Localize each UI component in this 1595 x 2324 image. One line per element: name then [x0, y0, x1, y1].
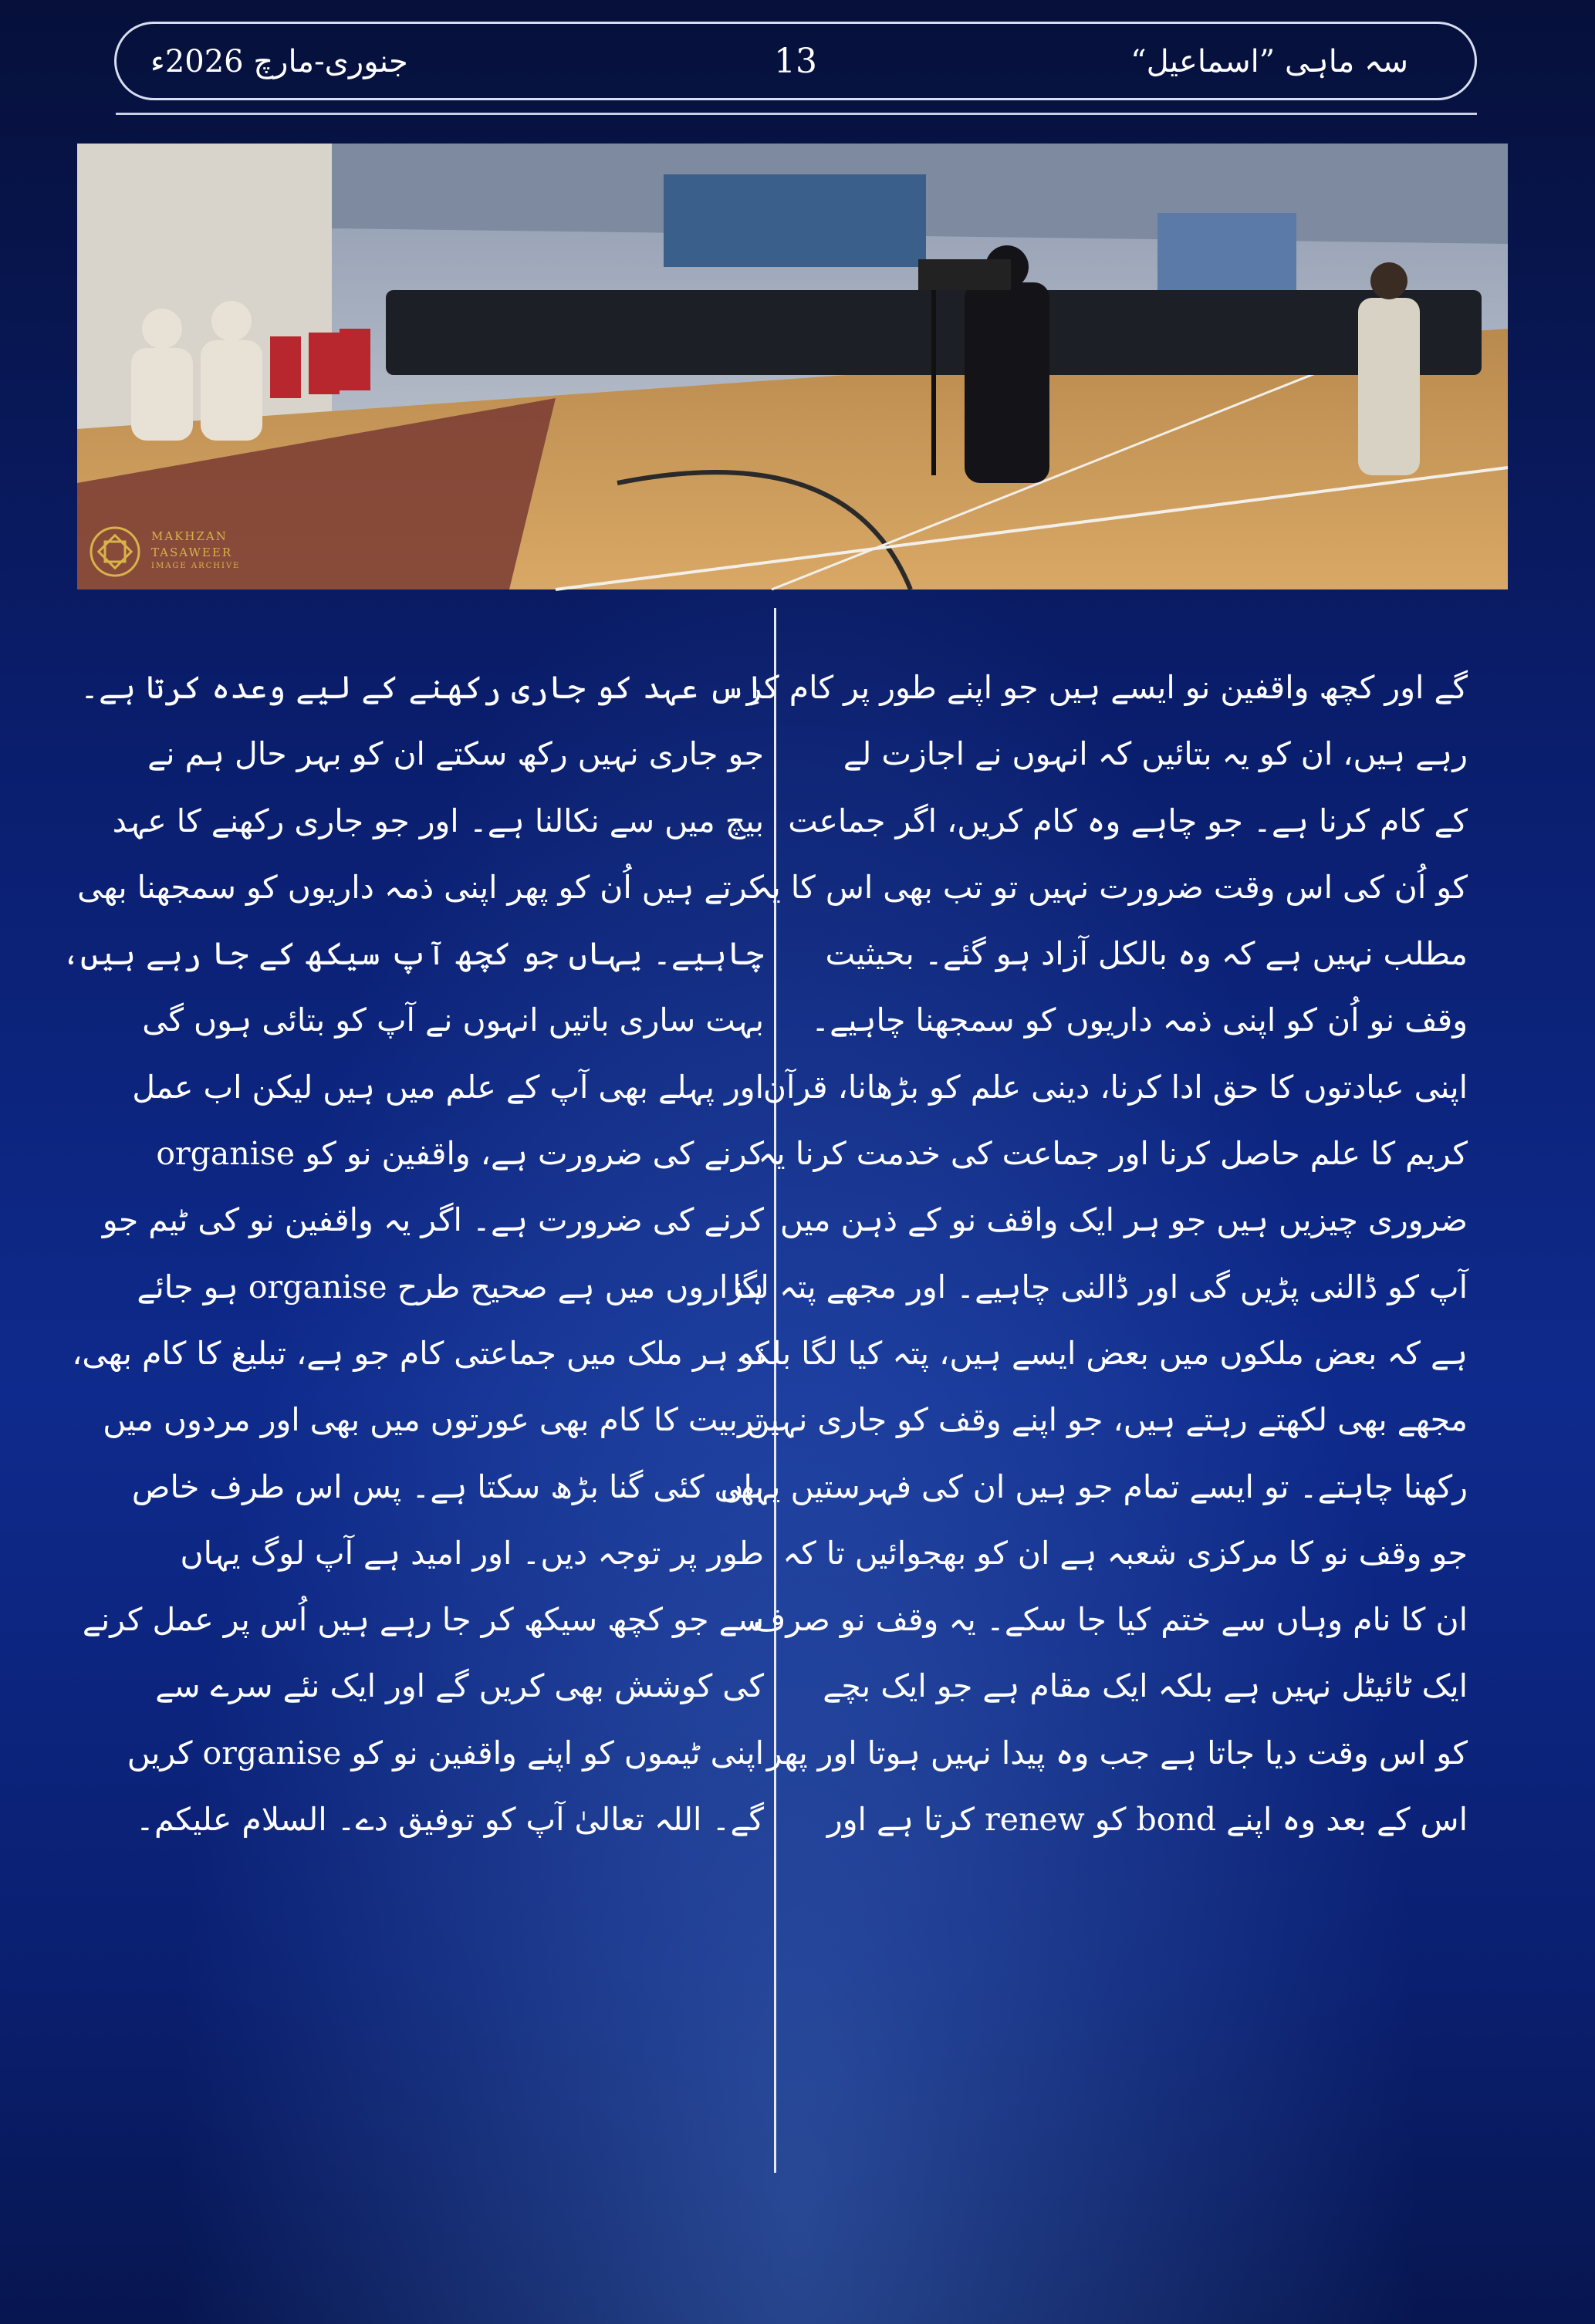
- text-line: تربیت کا کام بھی عورتوں میں بھی اور مردوں میں: [103, 1401, 764, 1439]
- text-line: اپنی عبادتوں کا حق ادا کرنا، دینی علم کو بڑھانا، قرآن: [762, 1068, 1468, 1106]
- page-header: [114, 22, 1477, 100]
- text-line: ہزاروں میں ہے صحیح طرح organise ہو جائے: [137, 1268, 764, 1306]
- text-line: اپنی ٹیموں کو اپنے واقفین نو کو organise کریں: [127, 1734, 764, 1772]
- text-line: مطلب نہیں ہے کہ وہ بالکل آزاد ہو گئے۔ بحیثیت: [825, 935, 1468, 973]
- text-line: سے جو کچھ سیکھ کر جا رہے ہیں اُس پر عمل کرنے: [82, 1601, 764, 1639]
- event-photo: [77, 144, 1508, 589]
- left-column: [61, 654, 764, 1853]
- text-line: ان کا نام وہاں سے ختم کیا جا سکے۔ یہ وقف نو صرف: [752, 1601, 1468, 1639]
- text-line: ضروری چیزیں ہیں جو ہر ایک واقف نو کے ذہن میں: [779, 1201, 1468, 1239]
- text-line: ایک ٹائیٹل نہیں ہے بلکہ ایک مقام ہے جو ایک بچے: [823, 1667, 1468, 1705]
- right-column: [720, 654, 1468, 1853]
- text-line: کی کوشش بھی کریں گے اور ایک نئے سرے سے: [155, 1667, 764, 1705]
- text-line: کو اس وقت دیا جاتا ہے جب وہ پیدا نہیں ہوتا اور پھر: [766, 1734, 1468, 1772]
- text-line: رہے ہیں، ان کو یہ بتائیں کہ انہوں نے اجازت لے: [843, 735, 1468, 773]
- text-line: ہے کہ بعض ملکوں میں بعض ایسے ہیں، پتہ کیا لگا بلکہ: [735, 1334, 1468, 1372]
- photo-illustration: [77, 144, 1508, 589]
- text-line: کے کام کرنا ہے۔ جو چاہے وہ کام کریں، اگر جماعت: [788, 802, 1468, 839]
- header-rule: [116, 113, 1477, 115]
- text-line: جو وقف نو کا مرکزی شعبہ ہے ان کو بھجوائیں تا کہ: [782, 1534, 1468, 1572]
- text-line: اور پہلے بھی آپ کے علم میں ہیں لیکن اب عمل: [132, 1068, 764, 1106]
- text-line: کرنے کی ضرورت ہے۔ اگر یہ واقفین نو کی ٹیم جو: [102, 1201, 764, 1239]
- text-line: رکھنا چاہتے۔ تو ایسے تمام جو ہیں ان کی فہرستیں یہاں: [720, 1468, 1468, 1505]
- text-line: اِس عہد کو جاری رکھنے کے لیے وعدہ کرتا ہے۔: [79, 669, 764, 706]
- text-line: طور پر توجہ دیں۔ اور امید ہے آپ لوگ یہاں: [180, 1534, 764, 1572]
- text-line: آپ کو ڈالنی پڑیں گی اور ڈالنی چاہیے۔ اور مجھے پتہ لگا: [732, 1268, 1468, 1306]
- text-line: چاہیے۔ یہاں جو کچھ آپ سیکھ کے جا رہے ہیں،: [61, 935, 764, 973]
- text-line: اس کے بعد وہ اپنے bond کو renew کرتا ہے اور: [826, 1801, 1468, 1839]
- text-line: کرتے ہیں اُن کو پھر اپنی ذمہ داریوں کو سمجھنا بھی: [77, 868, 764, 906]
- watermark: [88, 525, 258, 580]
- text-line: وقف نو اُن کو اپنی ذمہ داریوں کو سمجھنا چاہیے۔: [811, 1002, 1468, 1039]
- text-line: بیچ میں سے نکالنا ہے۔ اور جو جاری رکھنے کا عہد: [112, 802, 764, 839]
- text-line: بھی کئی گنا بڑھ سکتا ہے۔ پس اس طرف خاص: [131, 1468, 764, 1505]
- watermark-logo-icon: [88, 525, 142, 579]
- text-line: گے۔ اللہ تعالیٰ آپ کو توفیق دے۔ السلام علیکم۔: [135, 1801, 764, 1839]
- text-line: کریم کا علم حاصل کرنا اور جماعت کی خدمت کرنا یہ: [758, 1135, 1468, 1173]
- text-line: تو ہر ملک میں جماعتی کام جو ہے، تبلیغ کا کام بھی،: [72, 1334, 764, 1372]
- watermark-line-3: IMAGE ARCHIVE: [151, 562, 241, 570]
- text-line: جو جاری نہیں رکھ سکتے ان کو بہر حال ہم نے: [147, 735, 764, 773]
- text-line: کرنے کی ضرورت ہے، واقفین نو کو organise: [156, 1135, 764, 1173]
- text-line: بہت ساری باتیں انہوں نے آپ کو بتائی ہوں گی: [142, 1002, 764, 1039]
- issue-date: جنوری-مارچ 2026ء: [150, 44, 408, 79]
- magazine-title: سہ ماہی ”اسماعیل“: [1130, 44, 1408, 79]
- watermark-line-2: TASAWEER: [151, 546, 233, 559]
- page-number: 13: [774, 42, 817, 81]
- text-line: مجھے بھی لکھتے رہتے ہیں، جو اپنے وقف کو جاری نہیں: [746, 1401, 1468, 1439]
- text-line: گے اور کچھ واقفین نو ایسے ہیں جو اپنے طور پر کام کر: [746, 669, 1468, 706]
- watermark-line-1: MAKHZAN: [151, 529, 228, 543]
- text-line: کو اُن کی اس وقت ضرورت نہیں تو تب بھی اس کا یہ: [753, 868, 1468, 906]
